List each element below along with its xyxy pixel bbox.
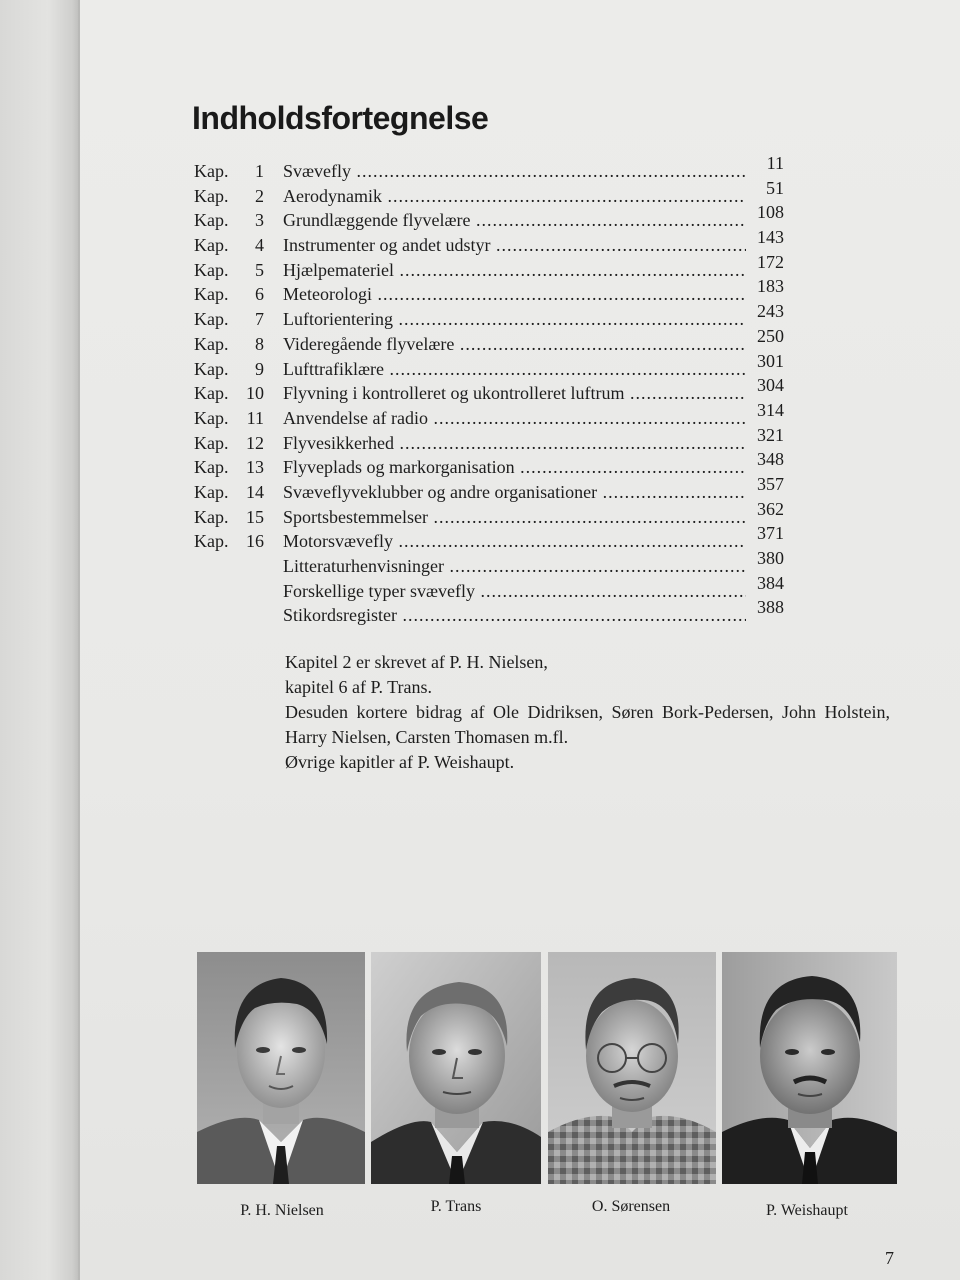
- toc-number: 8: [255, 333, 264, 354]
- page-number: 7: [885, 1248, 894, 1268]
- toc-row: [194, 325, 784, 354]
- toc-row: [194, 399, 784, 428]
- toc-kap: Kap.: [194, 383, 229, 404]
- toc-kap: Kap.: [194, 457, 229, 478]
- toc-row: [194, 599, 784, 624]
- toc-title: Svævefly .....: [283, 159, 746, 183]
- toc-title: Stikordsregister .....: [283, 603, 746, 627]
- toc-row: [194, 350, 784, 379]
- toc-page: 243: [757, 301, 784, 322]
- author-portrait-photo: [722, 952, 897, 1184]
- toc-kap: Kap.: [194, 284, 229, 305]
- toc-kap: Kap.: [194, 235, 229, 256]
- toc-row: [194, 229, 784, 254]
- toc-kap: Kap.: [194, 506, 229, 527]
- toc-title: Flyveplads og markorganisation .....: [283, 455, 746, 479]
- toc-title: Meteorologi .....: [283, 282, 746, 306]
- toc-number: 7: [255, 309, 264, 330]
- credit-line: Øvrige kapitler af P. Weishaupt.: [285, 752, 515, 772]
- toc-page: 362: [757, 498, 784, 519]
- credit-line: Kapitel 2 er skrevet af P. H. Nielsen,: [285, 652, 548, 672]
- toc-row: [194, 424, 784, 453]
- toc-page: 11: [766, 153, 784, 173]
- author-portrait-photo: [197, 952, 365, 1184]
- toc-title: Flyvning i kontrolleret og ukontrolleret luftrum .....: [283, 381, 746, 405]
- toc-row: [194, 251, 784, 280]
- toc-title: Forskellige typer svævefly .....: [283, 579, 746, 603]
- toc-title: Anvendelse af radio .....: [283, 406, 746, 430]
- toc-title: Motorsvævefly .....: [283, 529, 746, 553]
- toc-page: 301: [757, 350, 784, 371]
- toc-title: Litteraturhenvisninger .....: [283, 554, 746, 578]
- toc-page: 250: [757, 325, 784, 346]
- toc-title: Flyvesikkerhed .....: [283, 431, 746, 455]
- toc-number: 16: [246, 531, 264, 552]
- author-portrait-photo: [548, 952, 716, 1184]
- credit-line: kapitel 6 af P. Trans.: [285, 677, 433, 697]
- toc-number: 5: [255, 259, 264, 280]
- toc-page: 143: [757, 227, 784, 248]
- toc-row: [194, 572, 784, 601]
- toc-row: [194, 377, 784, 402]
- toc-number: 6: [255, 284, 264, 305]
- toc-page: 51: [766, 177, 784, 198]
- toc-row: [194, 303, 784, 328]
- toc-page: 304: [757, 375, 784, 396]
- photo-caption: P. Weishaupt: [766, 1202, 848, 1219]
- toc-page: 108: [757, 202, 784, 223]
- table-of-contents: [194, 155, 784, 624]
- toc-kap: Kap.: [194, 259, 229, 280]
- toc-row: [194, 155, 784, 180]
- toc-row: [194, 473, 784, 502]
- toc-row: [194, 525, 784, 550]
- toc-kap: Kap.: [194, 185, 229, 206]
- toc-row: [194, 278, 784, 303]
- photo-caption: P. H. Nielsen: [240, 1202, 324, 1219]
- toc-kap: Kap.: [194, 358, 229, 379]
- toc-kap: Kap.: [194, 161, 229, 181]
- photo-caption: P. Trans: [430, 1198, 482, 1215]
- toc-row: [194, 550, 784, 575]
- credit-line: Desuden kortere bidrag af Ole Didriksen, Søren Bork-Pedersen, John Holstein, Harry Nielsen, Carsten Thomasen m.fl.: [285, 702, 890, 747]
- toc-page: 348: [757, 449, 784, 470]
- toc-kap: Kap.: [194, 333, 229, 354]
- toc-number: 15: [246, 506, 264, 527]
- toc-row: [194, 451, 784, 476]
- toc-page: 380: [757, 548, 784, 568]
- author-portrait-photo: [371, 952, 541, 1184]
- toc-page: 321: [757, 424, 784, 445]
- author-credits: [285, 650, 890, 775]
- toc-page: 172: [757, 251, 784, 272]
- toc-row: [194, 177, 784, 206]
- toc-title: Luftorientering .....: [283, 307, 746, 331]
- toc-kap: Kap.: [194, 210, 229, 231]
- page-title: Indholdsfortegnelse: [192, 100, 489, 136]
- toc-page: 314: [757, 399, 784, 420]
- toc-number: 11: [246, 407, 264, 428]
- toc-title: Aerodynamik .....: [283, 184, 746, 208]
- toc-title: Grundlæggende flyvelære .....: [283, 208, 746, 232]
- toc-kap: Kap.: [194, 531, 229, 552]
- toc-title: Sportsbestemmelser .....: [283, 505, 746, 529]
- toc-kap: Kap.: [194, 309, 229, 330]
- toc-number: 1: [255, 161, 264, 181]
- toc-title: Hjælpemateriel .....: [283, 258, 746, 282]
- toc-number: 12: [246, 432, 264, 453]
- toc-page: 183: [757, 276, 784, 297]
- toc-number: 14: [246, 481, 264, 502]
- toc-number: 9: [255, 358, 264, 379]
- toc-title: Instrumenter og andet udstyr .....: [283, 233, 746, 257]
- toc-title: Svæveflyveklubber og andre organisationer .....: [283, 480, 746, 504]
- toc-page: 388: [757, 597, 784, 618]
- toc-kap: Kap.: [194, 407, 229, 428]
- toc-row: [194, 204, 784, 229]
- toc-page: 357: [757, 473, 784, 494]
- author-photos: [197, 952, 897, 1219]
- toc-kap: Kap.: [194, 432, 229, 453]
- toc-number: 3: [255, 210, 264, 231]
- toc-page: 371: [757, 523, 784, 544]
- toc-number: 10: [246, 383, 264, 404]
- toc-number: 4: [255, 235, 264, 256]
- toc-title: Lufttrafiklære .....: [283, 357, 746, 381]
- toc-row: [194, 498, 784, 527]
- photo-caption: O. Sørensen: [591, 1198, 671, 1215]
- toc-number: 13: [246, 457, 264, 478]
- book-spine-shadow: [0, 0, 80, 1280]
- toc-page: 384: [757, 572, 784, 593]
- toc-title: Videregående flyvelære .....: [283, 332, 746, 356]
- toc-number: 2: [255, 185, 264, 206]
- toc-kap: Kap.: [194, 481, 229, 502]
